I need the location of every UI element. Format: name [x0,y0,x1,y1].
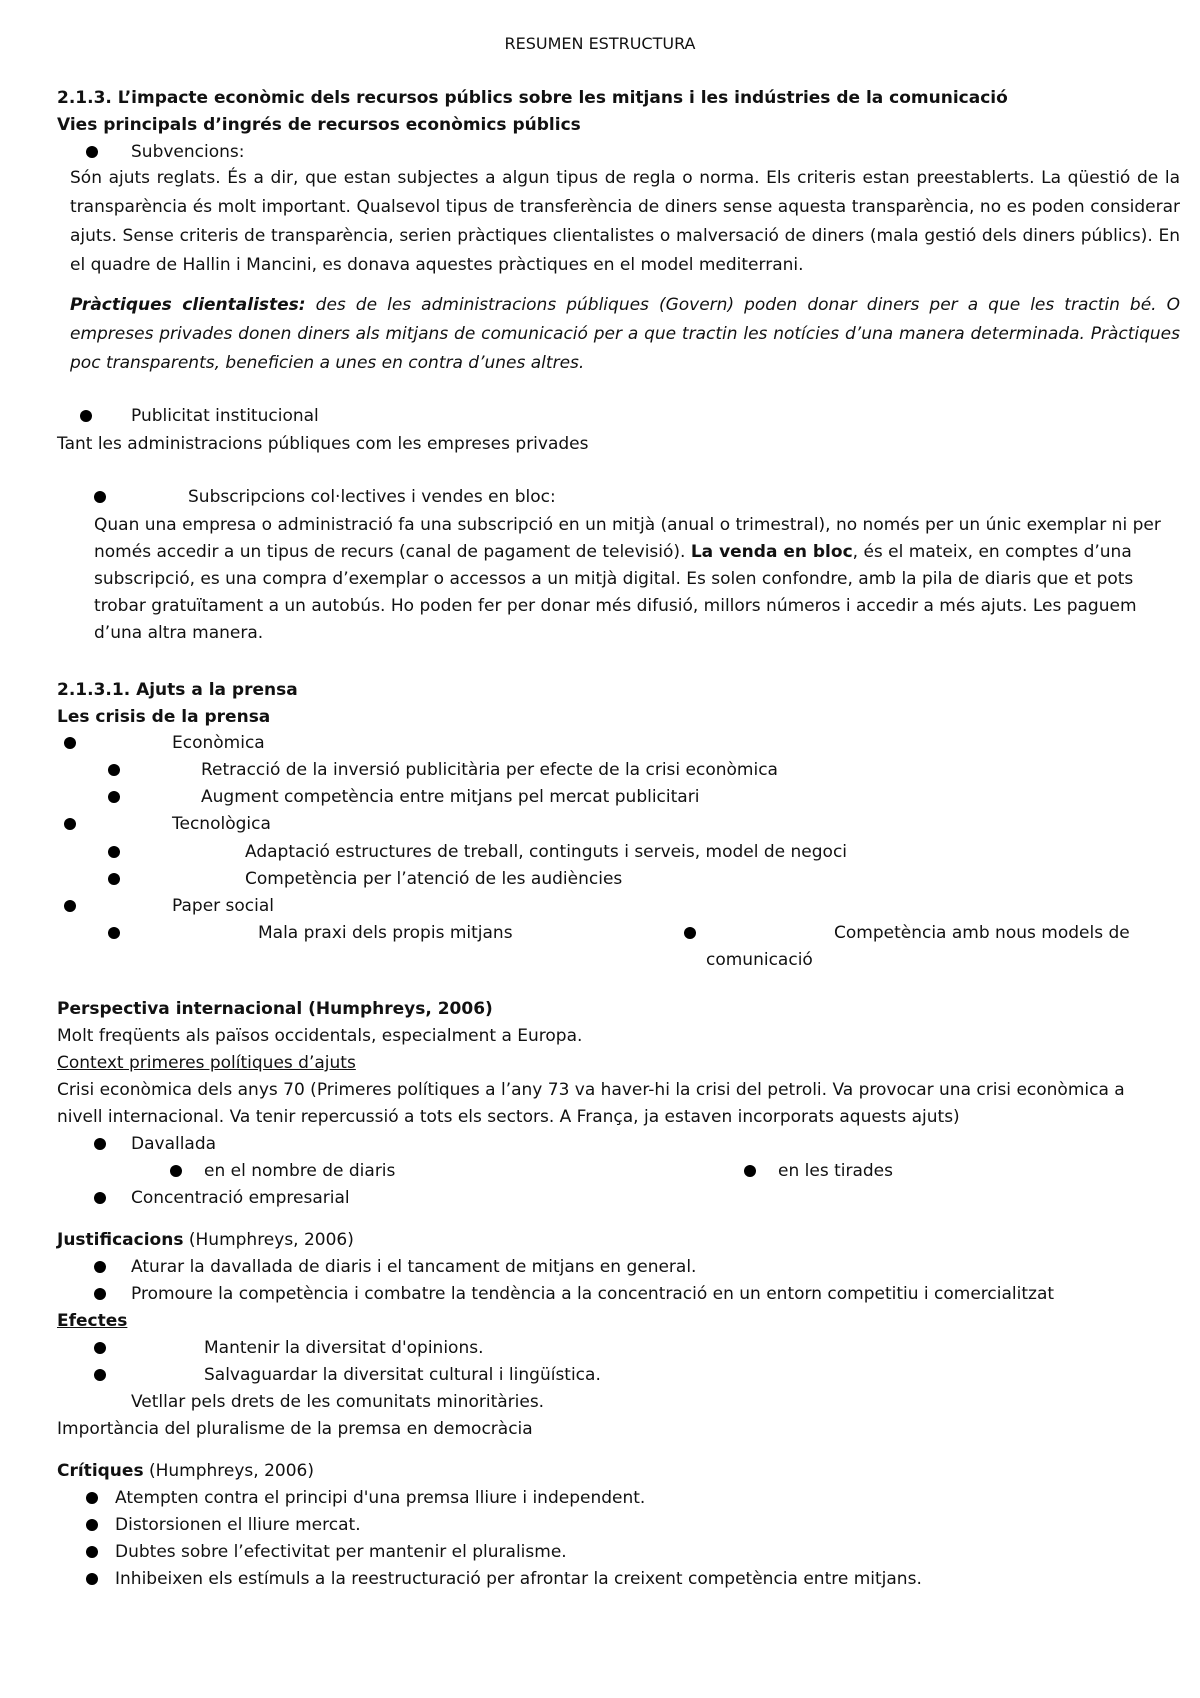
efecte-item: Mantenir la diversitat d'opinions. [204,1338,484,1358]
justificacions-term: Justificacions [57,1230,184,1250]
bullet-icon [108,764,120,776]
publicitat-text: Tant les administracions públiques com les empreses privades [57,434,589,454]
crisis-item: Paper social [172,896,275,916]
context-heading: Context primeres polítiques d’ajuts [57,1053,356,1073]
critica-item: Dubtes sobre l’efectivitat per mantenir el pluralisme. [115,1542,567,1562]
efecte-text: Vetllar pels drets de les comunitats minoritàries. [131,1392,545,1412]
justificacio-item: Aturar la davallada de diaris i el tancament de mitjans en general. [131,1257,697,1277]
bullet-icon [684,927,696,939]
critiques-heading [57,1459,314,1483]
practiques-paragraph [70,291,1180,378]
venda-bloc-term: La venda en bloc [690,542,853,562]
bullet-icon [170,1165,182,1177]
crisis-subitem: Competència per l’atenció de les audiències [245,869,623,889]
concentracio-item: Concentració empresarial [131,1188,350,1208]
bullet-icon [744,1165,756,1177]
crisis-subitem: Competència amb nous models de [834,923,1130,943]
subscripcions-text-2: , és el mateix, en comptes d’una subscripció, es una compra d’exemplar o accessos a un mitjà digital. Es solen confondre, amb la pila de diaris que et pots trobar gratuïtament a un autobús. Ho poden fer per donar més difusió, millors números i accedir a més ajuts. Les paguem d’una altra manera. [94,542,1137,643]
bullet-icon [80,410,92,422]
davallada-item: Davallada [131,1134,217,1154]
critica-item: Distorsionen el lliure mercat. [115,1515,361,1535]
subscripcions-label: Subscripcions col·lectives i vendes en bloc: [188,487,556,507]
bullet-icon [108,927,120,939]
practiques-text: des de les administracions públiques (Govern) poden donar diners per a que les tractin bé. O empreses privades donen diners als mitjans de comunicació per a que tractin les notícies d’una manera determinada. Pràctiques poc transparents, beneficien a unes en contra d’unes altres. [70,295,1180,373]
bullet-icon [86,1573,98,1585]
critica-item: Atempten contra el principi d'una premsa lliure i independent. [115,1488,646,1508]
justificacio-item: Promoure la competència i combatre la tendència a la concentració en un entorn competitiu i comercialitzat [131,1284,1055,1304]
section-heading: 2.1.3.1. Ajuts a la prensa [57,680,298,700]
publicitat-label: Publicitat institucional [131,406,319,426]
justificacions-ref: (Humphreys, 2006) [183,1230,354,1250]
perspectiva-text: Molt freqüents als països occidentals, especialment a Europa. [57,1026,583,1046]
subvencions-label: Subvencions: [131,142,245,162]
bullet-icon [64,900,76,912]
bullet-icon [108,873,120,885]
bullet-icon [94,1138,106,1150]
context-text: nivell internacional. Va tenir repercussió a tots els sectors. A França, ja estaven incorporats aquests ajuts) [57,1107,960,1127]
bullet-icon [86,146,98,158]
critiques-term: Crítiques [57,1461,144,1481]
section-heading: 2.1.3. L’impacte econòmic dels recursos públics sobre les mitjans i les indústries de la comunicació [57,88,1008,108]
justificacions-heading [57,1228,354,1252]
bullet-icon [94,1288,106,1300]
efecte-text: Importància del pluralisme de la premsa en democràcia [57,1419,533,1439]
efectes-heading: Efectes [57,1311,128,1331]
subscripcions-paragraph [94,512,1164,647]
bullet-icon [94,1342,106,1354]
crisis-item: Tecnològica [172,814,271,834]
bullet-icon [86,1492,98,1504]
section-subheading: Les crisis de la prensa [57,707,271,727]
bullet-icon [108,846,120,858]
bullet-icon [108,791,120,803]
bullet-icon [86,1519,98,1531]
section-subheading: Vies principals d’ingrés de recursos econòmics públics [57,115,581,135]
crisis-subitem: Adaptació estructures de treball, continguts i serveis, model de negoci [245,842,848,862]
crisis-subitem: Mala praxi dels propis mitjans [258,923,513,943]
efecte-item: Salvaguardar la diversitat cultural i lingüística. [204,1365,601,1385]
perspectiva-heading: Perspectiva internacional (Humphreys, 2006) [57,999,493,1019]
crisis-subitem-cont: comunicació [706,950,813,970]
bullet-icon [64,818,76,830]
bullet-icon [94,491,106,503]
bullet-icon [94,1369,106,1381]
practiques-term: Pràctiques clientalistes: [70,295,306,315]
bullet-icon [94,1192,106,1204]
bullet-icon [64,737,76,749]
critica-item: Inhibeixen els estímuls a la reestructuració per afrontar la creixent competència entre mitjans. [115,1569,922,1589]
davallada-subitem: en el nombre de diaris [204,1161,396,1181]
subscripcions-text: Quan una empresa o administració fa una subscripció en un mitjà (anual o trimestral), no només per un únic exemplar ni per només accedir a un tipus de recurs (canal de pagament de televisió). [94,515,1161,562]
subvencions-paragraph: Són ajuts reglats. És a dir, que estan subjectes a algun tipus de regla o norma. Els criteris estan preestablerts. La qüestió de la transparència és molt important. Qualsevol tipus de transferència de diners sense aquesta transparència, no es poden considerar ajuts. Sense criteris de transparència, serien pràctiques clientalistes o malversació de diners (mala gestió dels diners públics). En el quadre de Hallin i Mancini, es donava aquestes pràctiques en el model mediterrani. [70,168,1180,275]
crisis-subitem: Augment competència entre mitjans pel mercat publicitari [201,787,700,807]
critiques-ref: (Humphreys, 2006) [143,1461,314,1481]
crisis-item: Econòmica [172,733,265,753]
davallada-subitem: en les tirades [778,1161,893,1181]
page-header: RESUMEN ESTRUCTURA [504,34,696,53]
bullet-icon [94,1261,106,1273]
bullet-icon [86,1546,98,1558]
context-text: Crisi econòmica dels anys 70 (Primeres polítiques a l’any 73 va haver-hi la crisi del petroli. Va provocar una crisi econòmica a [57,1080,1125,1100]
crisis-subitem: Retracció de la inversió publicitària per efecte de la crisi econòmica [201,760,778,780]
